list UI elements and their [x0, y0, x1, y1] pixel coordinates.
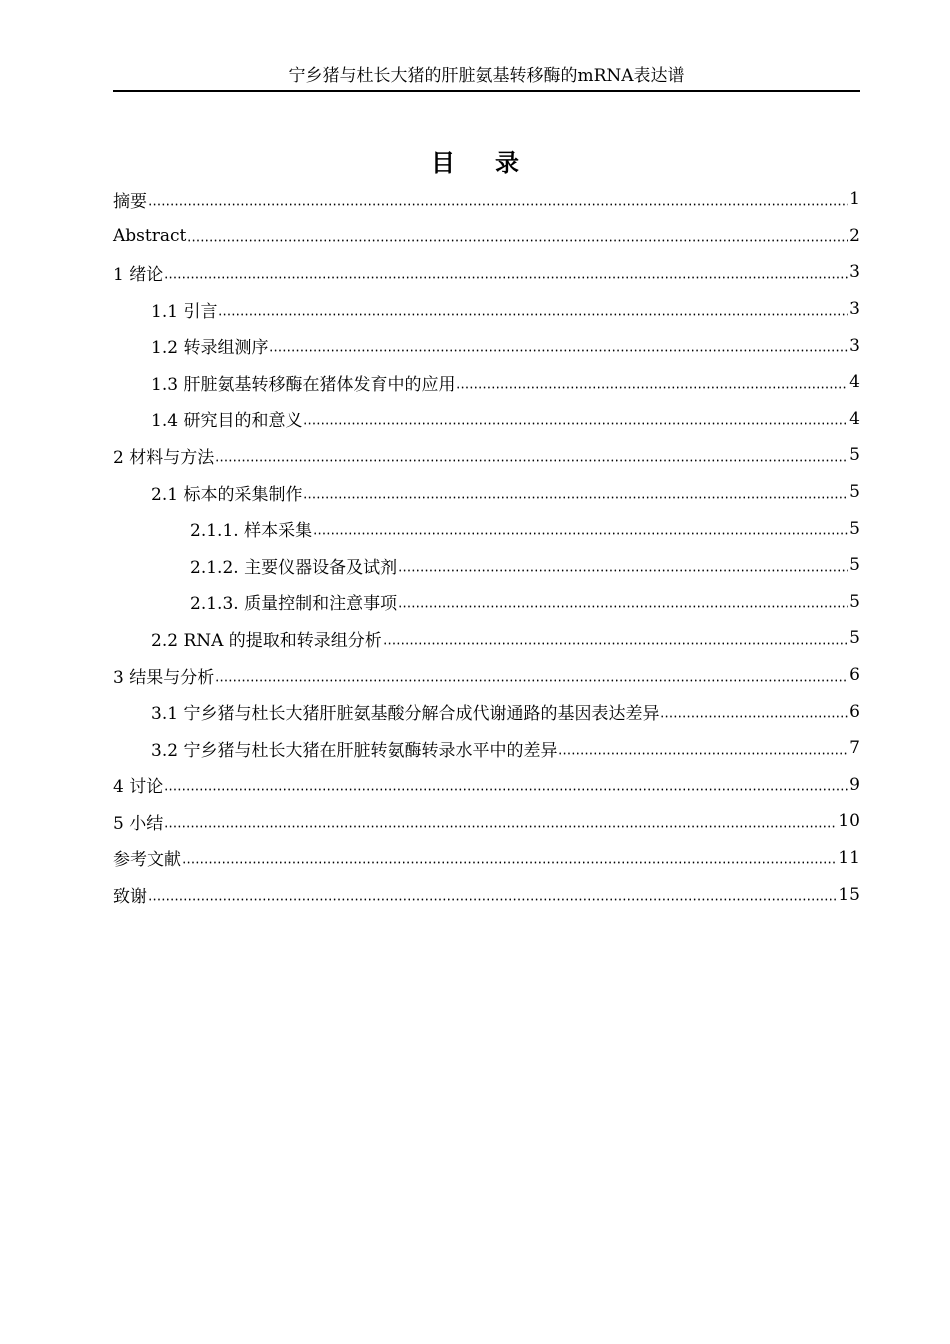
dot-leader	[164, 276, 848, 279]
dot-leader	[187, 239, 848, 242]
toc-entry-page: 9	[849, 774, 860, 795]
toc-entry-2-1[interactable]	[113, 474, 860, 511]
dot-leader	[215, 459, 848, 462]
toc-entry-page: 15	[838, 884, 860, 905]
toc-entry-label: 1.1 引言	[151, 301, 218, 322]
toc-entry-page: 3	[849, 262, 860, 283]
toc-entry-2-1-1[interactable]	[113, 510, 860, 547]
toc-entry-label: 1.3 肝脏氨基转移酶在猪体发育中的应用	[151, 374, 456, 395]
toc-entry-1-1[interactable]	[113, 291, 860, 328]
toc-entry-1-3[interactable]	[113, 364, 860, 401]
dot-leader	[398, 569, 848, 572]
toc-entry-label: 3.2 宁乡猪与杜长大猪在肝脏转氨酶转录水平中的差异	[151, 740, 558, 761]
toc-entry-page: 5	[849, 555, 860, 576]
toc-entry-abstract-en[interactable]	[113, 218, 860, 255]
toc-entry-page: 7	[849, 738, 860, 759]
toc-entry-2-1-2[interactable]	[113, 547, 860, 584]
toc-entry-1-4[interactable]	[113, 401, 860, 438]
toc-entry-label: 2.1.1. 样本采集	[190, 521, 313, 542]
toc-entry-page: 10	[838, 811, 860, 832]
toc-entry-page: 4	[849, 372, 860, 393]
toc-list	[113, 181, 860, 913]
dot-leader	[269, 349, 848, 352]
toc-entry-4[interactable]	[113, 767, 860, 804]
toc-entry-page: 6	[849, 701, 860, 722]
toc-entry-page: 5	[849, 628, 860, 649]
page-header	[113, 64, 860, 92]
toc-entry-label: 2 材料与方法	[113, 447, 215, 468]
toc-entry-label: 2.1.3. 质量控制和注意事项	[190, 594, 398, 615]
toc-entry-references[interactable]	[113, 840, 860, 877]
toc-entry-2-2[interactable]	[113, 620, 860, 657]
toc-entry-page: 5	[849, 518, 860, 539]
toc-entry-label: 2.1 标本的采集制作	[151, 484, 303, 505]
toc-entry-label: 致谢	[113, 887, 147, 908]
dot-leader	[182, 861, 837, 864]
toc-entry-2-1-3[interactable]	[113, 584, 860, 621]
toc-entry-label: 1.4 研究目的和意义	[151, 411, 303, 432]
toc-entry-3[interactable]	[113, 657, 860, 694]
toc-entry-abstract-cn[interactable]	[113, 181, 860, 218]
toc-entry-page: 3	[849, 299, 860, 320]
dot-leader	[303, 496, 848, 499]
toc-entry-page: 11	[838, 847, 860, 868]
toc-entry-label: 2.1.2. 主要仪器设备及试剂	[190, 557, 398, 578]
toc-entry-2[interactable]	[113, 437, 860, 474]
toc-entry-page: 1	[849, 189, 860, 210]
toc-entry-5[interactable]	[113, 803, 860, 840]
toc-entry-3-1[interactable]	[113, 693, 860, 730]
dot-leader	[218, 313, 848, 316]
dot-leader	[148, 203, 848, 206]
toc-entry-page: 2	[849, 225, 860, 246]
toc-entry-page: 6	[849, 665, 860, 686]
toc-entry-page: 5	[849, 591, 860, 612]
toc-entry-page: 5	[849, 445, 860, 466]
dot-leader	[456, 386, 848, 389]
dot-leader	[148, 898, 837, 901]
dot-leader	[383, 642, 848, 645]
toc-entry-label: 3 结果与分析	[113, 667, 215, 688]
toc-entry-label: 4 讨论	[113, 777, 164, 798]
dot-leader	[164, 788, 848, 791]
toc-entry-page: 5	[849, 482, 860, 503]
toc-entry-page: 3	[849, 335, 860, 356]
toc-entry-label: 3.1 宁乡猪与杜长大猪肝脏氨基酸分解合成代谢通路的基因表达差异	[151, 704, 660, 725]
toc-entry-label: 5 小结	[113, 813, 164, 834]
toc-entry-1-2[interactable]	[113, 327, 860, 364]
dot-leader	[164, 825, 837, 828]
toc-entry-label: 2.2 RNA 的提取和转录组分析	[151, 630, 382, 651]
toc-entry-page: 4	[849, 408, 860, 429]
toc-entry-1[interactable]	[113, 254, 860, 291]
dot-leader	[660, 715, 848, 718]
toc-entry-label: 参考文献	[113, 850, 181, 871]
toc-entry-acknowledgements[interactable]	[113, 876, 860, 913]
dot-leader	[313, 532, 848, 535]
dot-leader	[303, 422, 848, 425]
dot-leader	[215, 679, 848, 682]
toc-entry-label: 1 绪论	[113, 264, 164, 285]
toc-entry-label: 1.2 转录组测序	[151, 338, 269, 359]
dot-leader	[558, 752, 848, 755]
toc-title: 目录	[431, 149, 559, 177]
toc-entry-3-2[interactable]	[113, 730, 860, 767]
dot-leader	[398, 605, 848, 608]
toc-entry-label: 摘要	[113, 191, 147, 212]
header-title: 宁乡猪与杜长大猪的肝脏氨基转移酶的mRNA表达谱	[288, 66, 685, 86]
toc-entry-label: Abstract	[113, 225, 187, 246]
